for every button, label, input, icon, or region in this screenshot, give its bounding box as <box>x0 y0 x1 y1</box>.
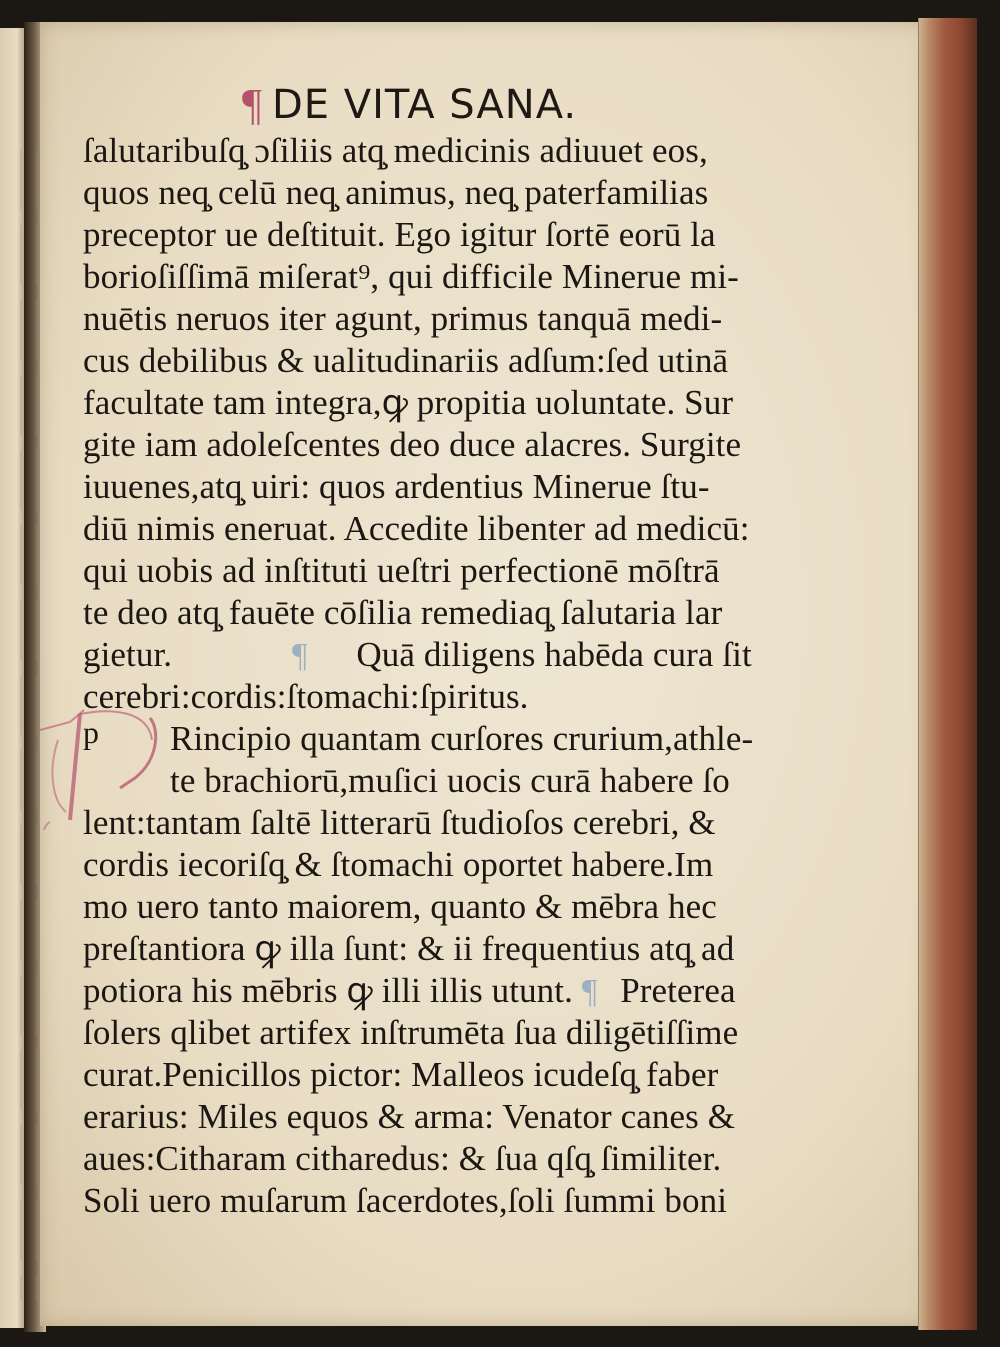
text-line: lent:tantam ſaltē litterarū ſtudioſos cerebri, & <box>83 803 716 842</box>
fore-edge-red-stained <box>918 18 977 1330</box>
text-line: gite iam adoleſcentes deo duce alacres. Surgite <box>83 425 742 464</box>
text-line: aues:Citharam citharedus: & ſua qſq̧ ſimiliter. <box>83 1139 722 1178</box>
text-line: mo uero tanto maiorem, quanto & mēbra hec <box>83 887 717 926</box>
text-line: cordis iecoriſq̧ & ſtomachi oportet habere.Im <box>83 845 714 884</box>
text-line: facultate tam integra,ꝙ propitia uoluntate. Sur <box>83 383 734 422</box>
text-line: gietur. <box>83 635 173 674</box>
ruled-margin-line <box>36 150 38 1300</box>
text-line: borioſiſſimā miſerat⁹, qui difficile Minerue mi- <box>83 257 739 296</box>
pilcrow-icon: ¶ <box>242 80 262 129</box>
text-line: ſolers qlibet artifex inſtrumēta ſua diligētiſſime <box>83 1013 739 1052</box>
text-line: erarius: Miles equos & arma: Venator canes & <box>83 1097 736 1136</box>
text-line: qui uobis ad inſtituti ueſtri perfectionē mōſtrā <box>83 551 720 590</box>
running-head <box>242 80 577 130</box>
guide-letter: p <box>83 714 99 750</box>
chapter-heading-line-2: cerebri:cordis:ſtomachi:ſpiritus. <box>83 677 529 716</box>
text-line-indented: te brachiorū,muſici uocis curā habere ſo <box>170 761 730 800</box>
text-line-indented: Rincipio quantam curſores crurium,athle- <box>170 719 754 758</box>
text-span: Preterea <box>620 971 736 1010</box>
text-line: te deo atq̧ fauēte cōſilia remediaq̧ ſalutaria lar <box>83 593 723 632</box>
text-line: nuētis neruos iter agunt, primus tanquā medi- <box>83 299 723 338</box>
chapter-heading-line-1 <box>292 634 752 676</box>
pilcrow-icon: ¶ <box>292 637 308 674</box>
ruled-margin-line-facing <box>20 150 22 1300</box>
text-line: cus debilibus & ualitudinariis adſum:ſed utinā <box>83 341 729 380</box>
text-line: ſalutaribuſq̧ ɔſiliis atq̧ medicinis adiuuet eos, <box>83 131 708 170</box>
text-line: preſtantiora ꝙ illa ſunt: & ii frequentius atq̧ ad <box>83 929 735 968</box>
text-line: preceptor ue deſtituit. Ego igitur ſortē eorū la <box>83 215 716 254</box>
text-line: quos neq̧ celū neq̧ animus, neq̧ paterfamilias <box>83 173 709 212</box>
text-line: curat.Penicillos pictor: Malleos icudeſq̧ faber <box>83 1055 719 1094</box>
pilcrow-icon: ¶ <box>581 973 598 1010</box>
text-line: diū nimis eneruat. Accedite libenter ad medicū: <box>83 509 750 548</box>
chapter-heading-text: Quā diligens habēda cura ſit <box>356 635 752 674</box>
text-line-with-rubric <box>83 970 736 1012</box>
running-head-title: DE VITA SANA. <box>271 82 578 128</box>
text-span: potiora his mēbris ꝙ illi illis utunt. <box>83 971 573 1010</box>
text-line: Soli uero muſarum ſacerdotes,ſoli ſummi boni <box>83 1181 728 1220</box>
text-line: iuuenes,atq̧ uiri: quos ardentius Minerue ſtu- <box>83 467 710 506</box>
